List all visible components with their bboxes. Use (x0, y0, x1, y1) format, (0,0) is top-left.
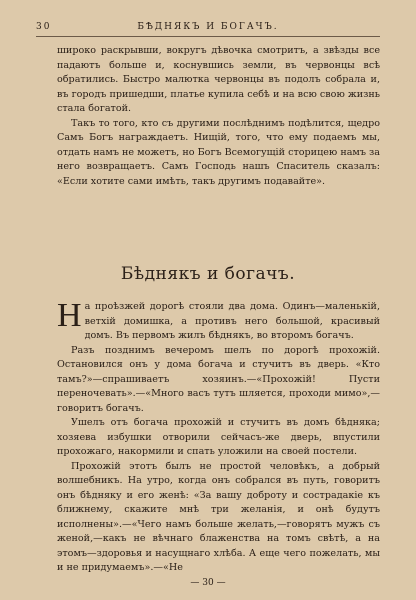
story-text (57, 297, 380, 576)
intro-text (57, 44, 380, 189)
running-title: БѢДНЯКЪ И БОГАЧЪ. (137, 22, 279, 32)
story-paragraph: Прохожій этотъ былъ не простой человѣкъ, а добрый волшебникъ. На утро, когда онъ собрался въ путь, говоритъ онъ бѣдняку и его женѣ: «За вашу доброту и сострадакіе къ ближнему, скажите мнѣ три желанія, и онѣ будутъ исполнены».—«Чего намъ больше желать,—говорятъ мужъ съ женой,—какъ не вѣчнаго блаженства на томъ свѣтѣ, а на этомъ—здоровья и насущнаго хлѣба. А еще чего пожелать, мы и не придумаемъ».—«Не (57, 460, 380, 573)
drop-cap: Н (57, 297, 82, 334)
running-header (36, 22, 380, 37)
intro-paragraph: широко раскрывши, вокругъ дѣвочка смотритъ, а звѣзды все падаютъ больше и, коснувшись земли, въ червонцы всѣ обратились. Быстро малютка червонцы въ подолъ собрала и, въ городъ пришедши, платье купила себѣ и на всю свою жизнь стала богатой. (57, 45, 380, 114)
footer-page-number: — 30 — (190, 578, 226, 588)
intro-paragraph: Такъ то того, кто съ другими послѣднимъ подѣлится, щедро Самъ Богъ награждаетъ. Нищій, того, что ему подаемъ мы, отдать намъ не можетъ, но Богъ Всемогущій сторицею намъ за него возвращаетъ. Самъ Господь нашъ Спаситель сказалъ: «Если хотите сами имѣть, такъ другимъ подавайте». (57, 117, 380, 187)
story-first-paragraph (57, 297, 380, 344)
first-paragraph-text: а проѣзжей дорогѣ стояли два дома. Одинъ—маленькій, ветхій домишка, а противъ него большой, красивый домъ. Въ первомъ жилъ бѣднякъ, во второмъ богачъ. (84, 301, 380, 341)
story-title: Бѣднякъ и богачъ. (120, 264, 296, 284)
header-page-number: 30 (36, 22, 52, 32)
story-paragraph: Разъ позднимъ вечеромъ шелъ по дорогѣ прохожій. Остановился онъ у дома богача и стучитъ въ дверь. «Кто тамъ?»—спрашиваетъ хозяинъ.—«Прохожій! Пусти переночевать».—«Много васъ тутъ шляется, проходи мимо»,—говоритъ богачъ. (57, 344, 380, 414)
story-paragraph: Ушелъ отъ богача прохожій и стучитъ въ домъ бѣдняка; хозяева избушки отворили сейчасъ-же дверь, впустили прохожаго, накормили и спать уложили на своей постели. (57, 417, 380, 457)
